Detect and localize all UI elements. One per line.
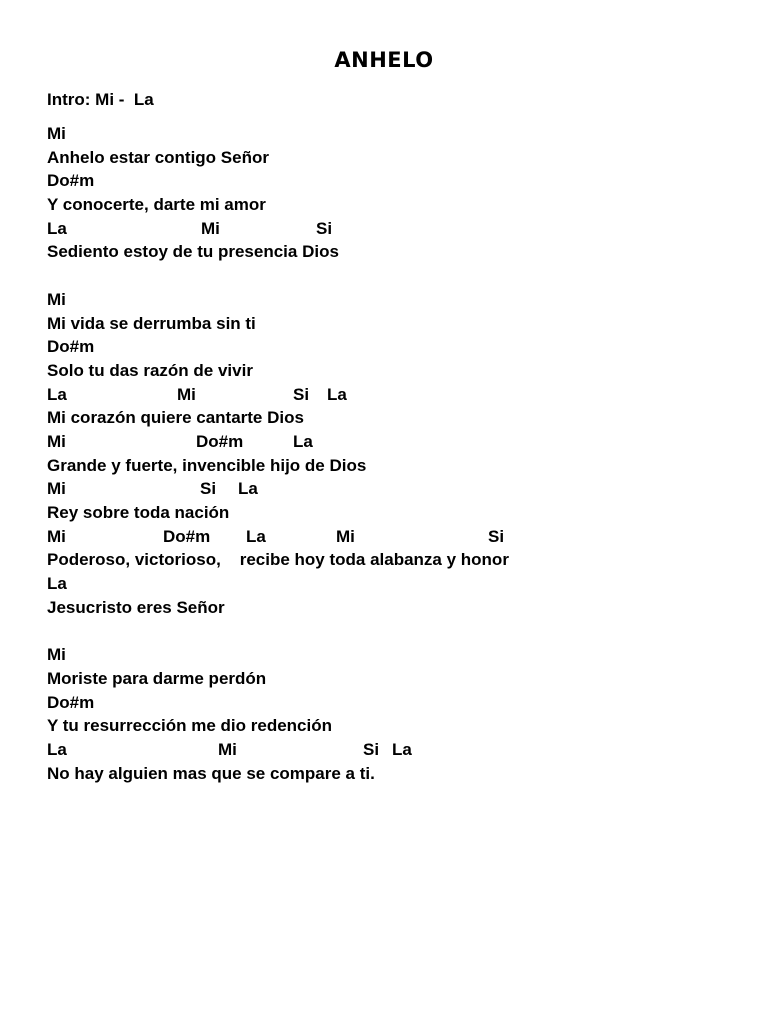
chord-label: Si — [316, 218, 333, 238]
chord-label: Si — [200, 479, 217, 499]
chord-label: Mi — [201, 218, 220, 238]
lyric-line: Y tu resurrección me dio redención — [47, 716, 332, 736]
chord-label: Mi — [218, 739, 237, 759]
chord-label: La — [327, 384, 347, 404]
chord-label: La — [246, 526, 266, 546]
chord-label: Mi — [47, 645, 66, 665]
chord-label: La — [47, 574, 67, 594]
chord-line — [47, 171, 747, 195]
chord-label: Mi — [177, 384, 196, 404]
song-body — [47, 124, 747, 787]
chord-line — [47, 337, 747, 361]
lyric-line: Sediento estoy de tu presencia Dios — [47, 242, 339, 262]
lyric-line: Y conocerte, darte mi amor — [47, 195, 266, 215]
chord-label: La — [238, 479, 258, 499]
lyric-line: Mi corazón quiere cantarte Dios — [47, 408, 304, 428]
chord-line — [47, 645, 747, 669]
lyric-line: Grande y fuerte, invencible hijo de Dios — [47, 455, 367, 475]
lyric-line: Solo tu das razón de vivir — [47, 360, 253, 380]
chord-label: Mi — [47, 526, 66, 546]
chord-label: Mi — [336, 526, 355, 546]
chord-label: Mi — [47, 431, 66, 451]
blank-line — [47, 266, 747, 290]
chord-line — [47, 290, 747, 314]
chord-line — [47, 693, 747, 717]
lyric-line: Jesucristo eres Señor — [47, 597, 225, 617]
chord-label: Si — [488, 526, 505, 546]
lyric-line: Poderoso, victorioso, recibe hoy toda alabanza y honor — [47, 550, 509, 570]
chord-line — [47, 385, 747, 409]
blank-line — [47, 621, 747, 645]
chord-label: Do#m — [47, 171, 95, 191]
chord-label: Do#m — [196, 431, 244, 451]
lyric-line: Moriste para darme perdón — [47, 668, 267, 688]
chord-line — [47, 574, 747, 598]
chord-line — [47, 479, 747, 503]
chord-label: Do#m — [47, 692, 95, 712]
chord-label: La — [47, 739, 67, 759]
chord-line — [47, 527, 747, 551]
chord-label: La — [392, 739, 412, 759]
lyric-line: No hay alguien mas que se compare a ti. — [47, 763, 375, 783]
song-title: ANHELO — [334, 48, 434, 72]
chord-label: Do#m — [163, 526, 211, 546]
chord-label: Mi — [47, 479, 66, 499]
chord-line — [47, 740, 747, 764]
chord-label: Do#m — [47, 337, 95, 357]
chord-line — [47, 432, 747, 456]
chord-label: La — [293, 431, 313, 451]
chord-label: Mi — [47, 289, 66, 309]
lyric-line: Anhelo estar contigo Señor — [47, 147, 269, 167]
lyric-line: Rey sobre toda nación — [47, 503, 230, 522]
chord-line — [47, 219, 747, 243]
chord-label: Si — [293, 384, 310, 404]
chord-label: Si — [363, 739, 380, 759]
chord-label: La — [47, 384, 67, 404]
chord-label: Mi — [47, 124, 66, 143]
intro-line: Intro: Mi - La — [47, 90, 154, 109]
chord-label: La — [47, 218, 67, 238]
chord-line — [47, 124, 747, 148]
lyric-line: Mi vida se derrumba sin ti — [47, 313, 256, 333]
